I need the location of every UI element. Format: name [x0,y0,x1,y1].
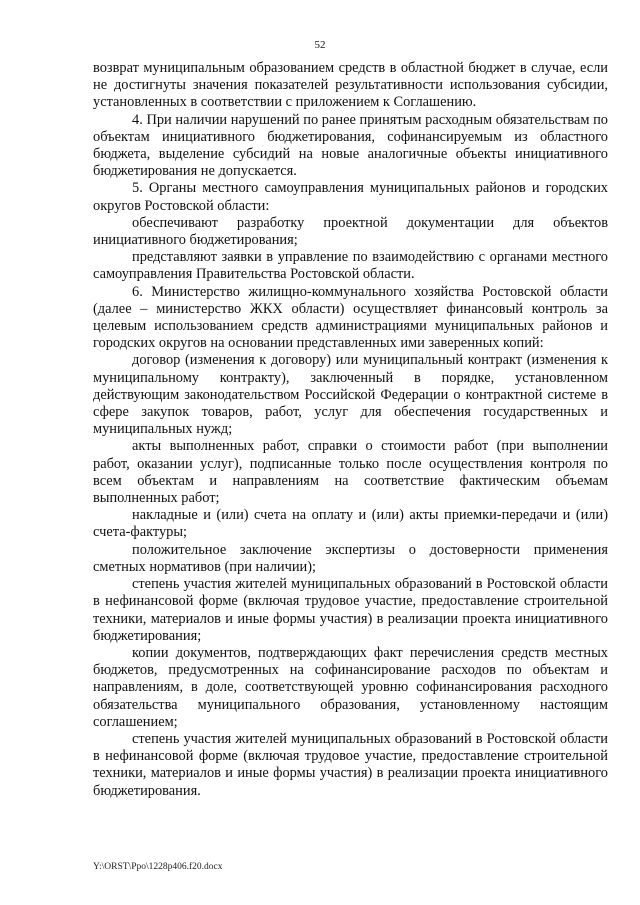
paragraph: обеспечивают разработку проектной документации для объектов инициативного бюджетирования; [93,214,608,249]
paragraph: копии документов, подтверждающих факт перечисления средств местных бюджетов, предусмотренных на софинансирование расходов по объектам и направлениям, в доле, соответствующей уровню софинансирования расходного обязательства муниципального образования, установленному настоящим соглашением; [93,644,608,730]
paragraph: 6. Министерство жилищно-коммунального хозяйства Ростовской области (далее – министерство ЖКХ области) осуществляет финансовый контроль за целевым использованием средств администрациями муниципальных районов и городских округов на основании представленных ими заверенных копий: [93,283,608,352]
paragraph: возврат муниципальным образованием средств в областной бюджет в случае, если не достигнуты значения показателей результативности использования субсидии, установленных в соответствии с приложением к Соглашению. [93,60,608,111]
paragraph: 4. При наличии нарушений по ранее принятым расходным обязательствам по объектам инициативного бюджетирования, софинансируемым из областного бюджета, выделение субсидий на новые аналогичные объекты инициативного бюджетирования не допускается. [93,111,608,180]
paragraph: степень участия жителей муниципальных образований в Ростовской области в нефинансовой форме (включая трудовое участие, предоставление строительной техники, материалов и иные формы участия) в реализации проекта инициативного бюджетирования. [93,730,608,799]
document-body [93,60,608,800]
paragraph: акты выполненных работ, справки о стоимости работ (при выполнении работ, оказании услуг), подписанные только после осуществления контроля по всем объектам и направлениям на соответствие фактическим объемам выполненных работ; [93,438,608,507]
paragraph: положительное заключение экспертизы о достоверности применения сметных нормативов (при наличии); [93,541,608,575]
paragraph: накладные и (или) счета на оплату и (или) акты приемки-передачи и (или) счета-фактуры; [93,507,608,541]
paragraph: 5. Органы местного самоуправления муниципальных районов и городских округов Ростовской области: [93,180,608,214]
paragraph: договор (изменения к договору) или муниципальный контракт (изменения к муниципальному контракту), заключенный в порядке, установленном действующим законодательством Российской Федерации о контрактной системе в сфере закупок товаров, работ, услуг для обеспечения государственных и муниципальных нужд; [93,352,608,438]
footer-file-path: Y:\ORST\Ppo\1228p406.f20.docx [93,862,223,872]
paragraph: степень участия жителей муниципальных образований в Ростовской области в нефинансовой форме (включая трудовое участие, предоставление строительной техники, материалов и иные формы участия) в реализации проекта инициативного бюджетирования; [93,576,608,644]
paragraph: представляют заявки в управление по взаимодействию с органами местного самоуправления Правительства Ростовской области. [93,249,608,283]
page-number: 52 [314,39,326,51]
